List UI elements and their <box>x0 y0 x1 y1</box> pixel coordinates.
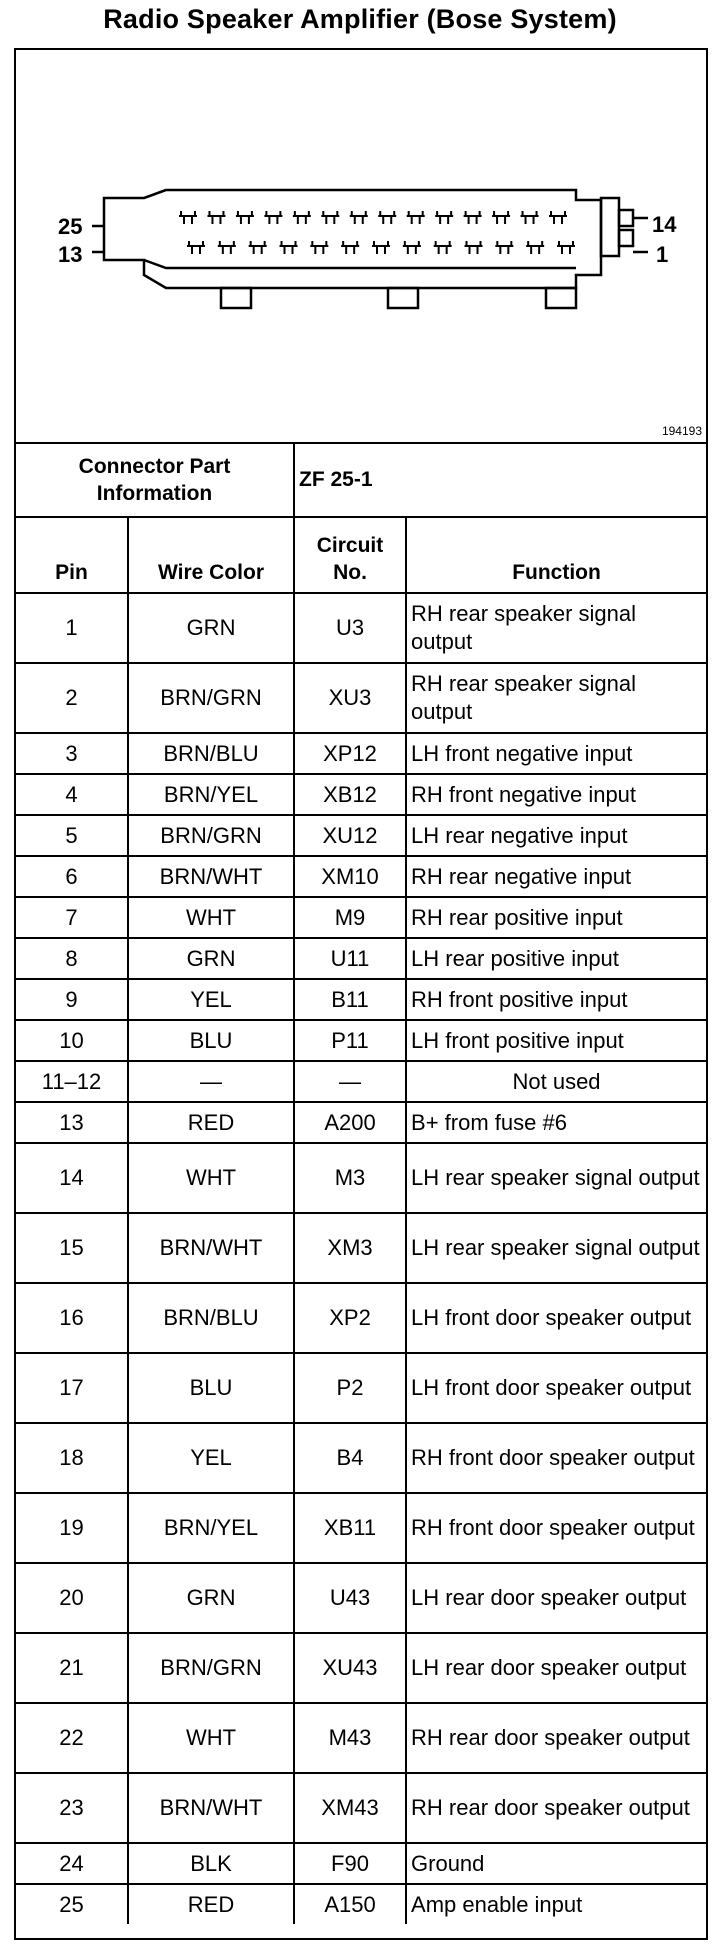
pin-cell: 7 <box>16 897 128 938</box>
table-row <box>16 593 706 663</box>
wire-color-cell: YEL <box>128 979 294 1020</box>
pin-label-13: 13 <box>58 242 83 267</box>
table-row <box>16 1493 706 1563</box>
top-pin-cavity <box>321 211 339 224</box>
function-cell: RH rear positive input <box>406 897 706 938</box>
bottom-pin-cavity <box>280 241 298 254</box>
function-cell: LH rear negative input <box>406 815 706 856</box>
circuit-cell: U43 <box>294 1563 406 1633</box>
wire-color-cell: — <box>128 1061 294 1102</box>
table-row <box>16 1283 706 1353</box>
table-row <box>16 856 706 897</box>
pin-cell: 13 <box>16 1102 128 1143</box>
circuit-cell: U11 <box>294 938 406 979</box>
bottom-pin-cavity <box>526 241 544 254</box>
top-pin-cavity <box>179 211 197 224</box>
function-cell: RH rear speaker signal output <box>406 593 706 663</box>
circuit-cell: XM3 <box>294 1213 406 1283</box>
wire-color-cell: BLK <box>128 1843 294 1884</box>
wire-color-cell: WHT <box>128 1703 294 1773</box>
bottom-pin-cavity <box>403 241 421 254</box>
circuit-cell: M3 <box>294 1143 406 1213</box>
top-pin-cavity <box>207 211 225 224</box>
table-row <box>16 1020 706 1061</box>
circuit-cell: M43 <box>294 1703 406 1773</box>
wire-color-cell: WHT <box>128 897 294 938</box>
header-function: Function <box>406 517 706 593</box>
function-cell: RH rear speaker signal output <box>406 663 706 733</box>
table-row <box>16 1353 706 1423</box>
top-pin-cavity <box>521 211 539 224</box>
circuit-cell: B11 <box>294 979 406 1020</box>
bottom-pin-cavity <box>434 241 452 254</box>
bottom-pin-cavity <box>341 241 359 254</box>
pin-cell: 8 <box>16 938 128 979</box>
table-row <box>16 1423 706 1493</box>
wire-color-cell: GRN <box>128 593 294 663</box>
table-row <box>16 1563 706 1633</box>
circuit-cell: XB11 <box>294 1493 406 1563</box>
function-cell: LH rear speaker signal output <box>406 1213 706 1283</box>
bottom-pin-cavity <box>187 241 205 254</box>
function-cell: LH rear door speaker output <box>406 1563 706 1633</box>
circuit-cell: XU12 <box>294 815 406 856</box>
bottom-pin-cavity <box>249 241 267 254</box>
function-cell: LH front door speaker output <box>406 1353 706 1423</box>
function-cell: LH rear positive input <box>406 938 706 979</box>
circuit-cell: XP12 <box>294 733 406 774</box>
pin-cell: 22 <box>16 1703 128 1773</box>
header-wire-color: Wire Color <box>128 517 294 593</box>
function-cell: RH front door speaker output <box>406 1493 706 1563</box>
wire-color-cell: WHT <box>128 1143 294 1213</box>
table-row <box>16 1884 706 1924</box>
pin-cell: 20 <box>16 1563 128 1633</box>
function-cell: Ground <box>406 1843 706 1884</box>
circuit-cell: XU3 <box>294 663 406 733</box>
pin-cell: 14 <box>16 1143 128 1213</box>
table-row <box>16 1061 706 1102</box>
function-cell: Not used <box>406 1061 706 1102</box>
top-pin-cavity <box>549 211 567 224</box>
pin-cell: 15 <box>16 1213 128 1283</box>
wire-color-cell: BRN/BLU <box>128 1283 294 1353</box>
table-row <box>16 1213 706 1283</box>
pin-cell: 21 <box>16 1633 128 1703</box>
wire-color-cell: GRN <box>128 938 294 979</box>
function-cell: B+ from fuse #6 <box>406 1102 706 1143</box>
pinout-table <box>16 442 706 1924</box>
function-cell: RH front door speaker output <box>406 1423 706 1493</box>
function-cell: RH rear door speaker output <box>406 1703 706 1773</box>
function-cell: RH front positive input <box>406 979 706 1020</box>
table-row <box>16 1102 706 1143</box>
connector-info-row <box>16 443 706 517</box>
circuit-cell: A150 <box>294 1884 406 1924</box>
function-cell: LH front negative input <box>406 733 706 774</box>
bottom-pin-cavity <box>495 241 513 254</box>
wire-color-cell: BRN/WHT <box>128 856 294 897</box>
top-pin-cavity <box>350 211 368 224</box>
pin-cell: 10 <box>16 1020 128 1061</box>
circuit-cell: XM43 <box>294 1773 406 1843</box>
table-row <box>16 938 706 979</box>
top-pin-cavity <box>378 211 396 224</box>
wire-color-cell: BRN/WHT <box>128 1773 294 1843</box>
pin-cell: 17 <box>16 1353 128 1423</box>
top-pin-cavity <box>264 211 282 224</box>
bottom-pin-cavity <box>465 241 483 254</box>
pin-cell: 24 <box>16 1843 128 1884</box>
pin-cell: 2 <box>16 663 128 733</box>
top-pin-cavity <box>435 211 453 224</box>
wire-color-cell: BLU <box>128 1353 294 1423</box>
circuit-cell: P2 <box>294 1353 406 1423</box>
pin-label-25: 25 <box>58 214 83 239</box>
table-row <box>16 815 706 856</box>
pin-cell: 9 <box>16 979 128 1020</box>
circuit-cell: A200 <box>294 1102 406 1143</box>
circuit-cell: XU43 <box>294 1633 406 1703</box>
wire-color-cell: GRN <box>128 1563 294 1633</box>
circuit-cell: B4 <box>294 1423 406 1493</box>
table-row <box>16 1773 706 1843</box>
circuit-cell: XB12 <box>294 774 406 815</box>
pin-cell: 23 <box>16 1773 128 1843</box>
pin-cell: 11–12 <box>16 1061 128 1102</box>
pin-cell: 16 <box>16 1283 128 1353</box>
wire-color-cell: BRN/GRN <box>128 663 294 733</box>
pin-label-1: 1 <box>656 242 669 267</box>
table-row <box>16 979 706 1020</box>
header-circuit-no: Circuit No. <box>294 517 406 593</box>
circuit-cell: F90 <box>294 1843 406 1884</box>
pin-cell: 1 <box>16 593 128 663</box>
function-cell: LH rear door speaker output <box>406 1633 706 1703</box>
function-cell: Amp enable input <box>406 1884 706 1924</box>
wire-color-cell: BLU <box>128 1020 294 1061</box>
connector-diagram <box>16 50 706 444</box>
wire-color-cell: RED <box>128 1884 294 1924</box>
circuit-cell: U3 <box>294 593 406 663</box>
circuit-cell: XM10 <box>294 856 406 897</box>
circuit-cell: M9 <box>294 897 406 938</box>
connector-drawing <box>16 50 706 442</box>
bottom-pin-cavity <box>372 241 390 254</box>
wire-color-cell: RED <box>128 1102 294 1143</box>
function-cell: RH front negative input <box>406 774 706 815</box>
table-row <box>16 897 706 938</box>
pin-cell: 18 <box>16 1423 128 1493</box>
table-row <box>16 1143 706 1213</box>
bottom-pin-cavity <box>557 241 575 254</box>
page-title: Radio Speaker Amplifier (Bose System) <box>103 4 617 34</box>
top-pin-cavity <box>293 211 311 224</box>
function-cell: RH rear door speaker output <box>406 1773 706 1843</box>
connector-part-number: ZF 25-1 <box>294 443 706 517</box>
pin-cell: 25 <box>16 1884 128 1924</box>
top-pin-cavity <box>492 211 510 224</box>
wire-color-cell: YEL <box>128 1423 294 1493</box>
circuit-cell: P11 <box>294 1020 406 1061</box>
table-header-row <box>16 517 706 593</box>
table-row <box>16 1703 706 1773</box>
pin-cell: 5 <box>16 815 128 856</box>
pin-cell: 4 <box>16 774 128 815</box>
bottom-pin-cavity <box>218 241 236 254</box>
wire-color-cell: BRN/GRN <box>128 1633 294 1703</box>
wire-color-cell: BRN/YEL <box>128 774 294 815</box>
top-pin-cavity <box>407 211 425 224</box>
figure-number: 194193 <box>661 424 702 438</box>
function-cell: RH rear negative input <box>406 856 706 897</box>
table-row <box>16 1843 706 1884</box>
header-pin: Pin <box>16 517 128 593</box>
wire-color-cell: BRN/WHT <box>128 1213 294 1283</box>
wire-color-cell: BRN/GRN <box>128 815 294 856</box>
wire-color-cell: BRN/BLU <box>128 733 294 774</box>
top-pin-cavity <box>236 211 254 224</box>
circuit-cell: — <box>294 1061 406 1102</box>
circuit-cell: XP2 <box>294 1283 406 1353</box>
connector-info-label: Connector Part Information <box>16 443 294 517</box>
pin-cell: 19 <box>16 1493 128 1563</box>
function-cell: LH rear speaker signal output <box>406 1143 706 1213</box>
function-cell: LH front positive input <box>406 1020 706 1061</box>
function-cell: LH front door speaker output <box>406 1283 706 1353</box>
connector-card <box>14 48 708 1940</box>
bottom-pin-cavity <box>310 241 328 254</box>
pin-cell: 3 <box>16 733 128 774</box>
table-row <box>16 1633 706 1703</box>
table-row <box>16 733 706 774</box>
table-row <box>16 663 706 733</box>
pin-label-14: 14 <box>652 212 677 237</box>
top-pin-cavity <box>464 211 482 224</box>
table-row <box>16 774 706 815</box>
wire-color-cell: BRN/YEL <box>128 1493 294 1563</box>
pin-cell: 6 <box>16 856 128 897</box>
